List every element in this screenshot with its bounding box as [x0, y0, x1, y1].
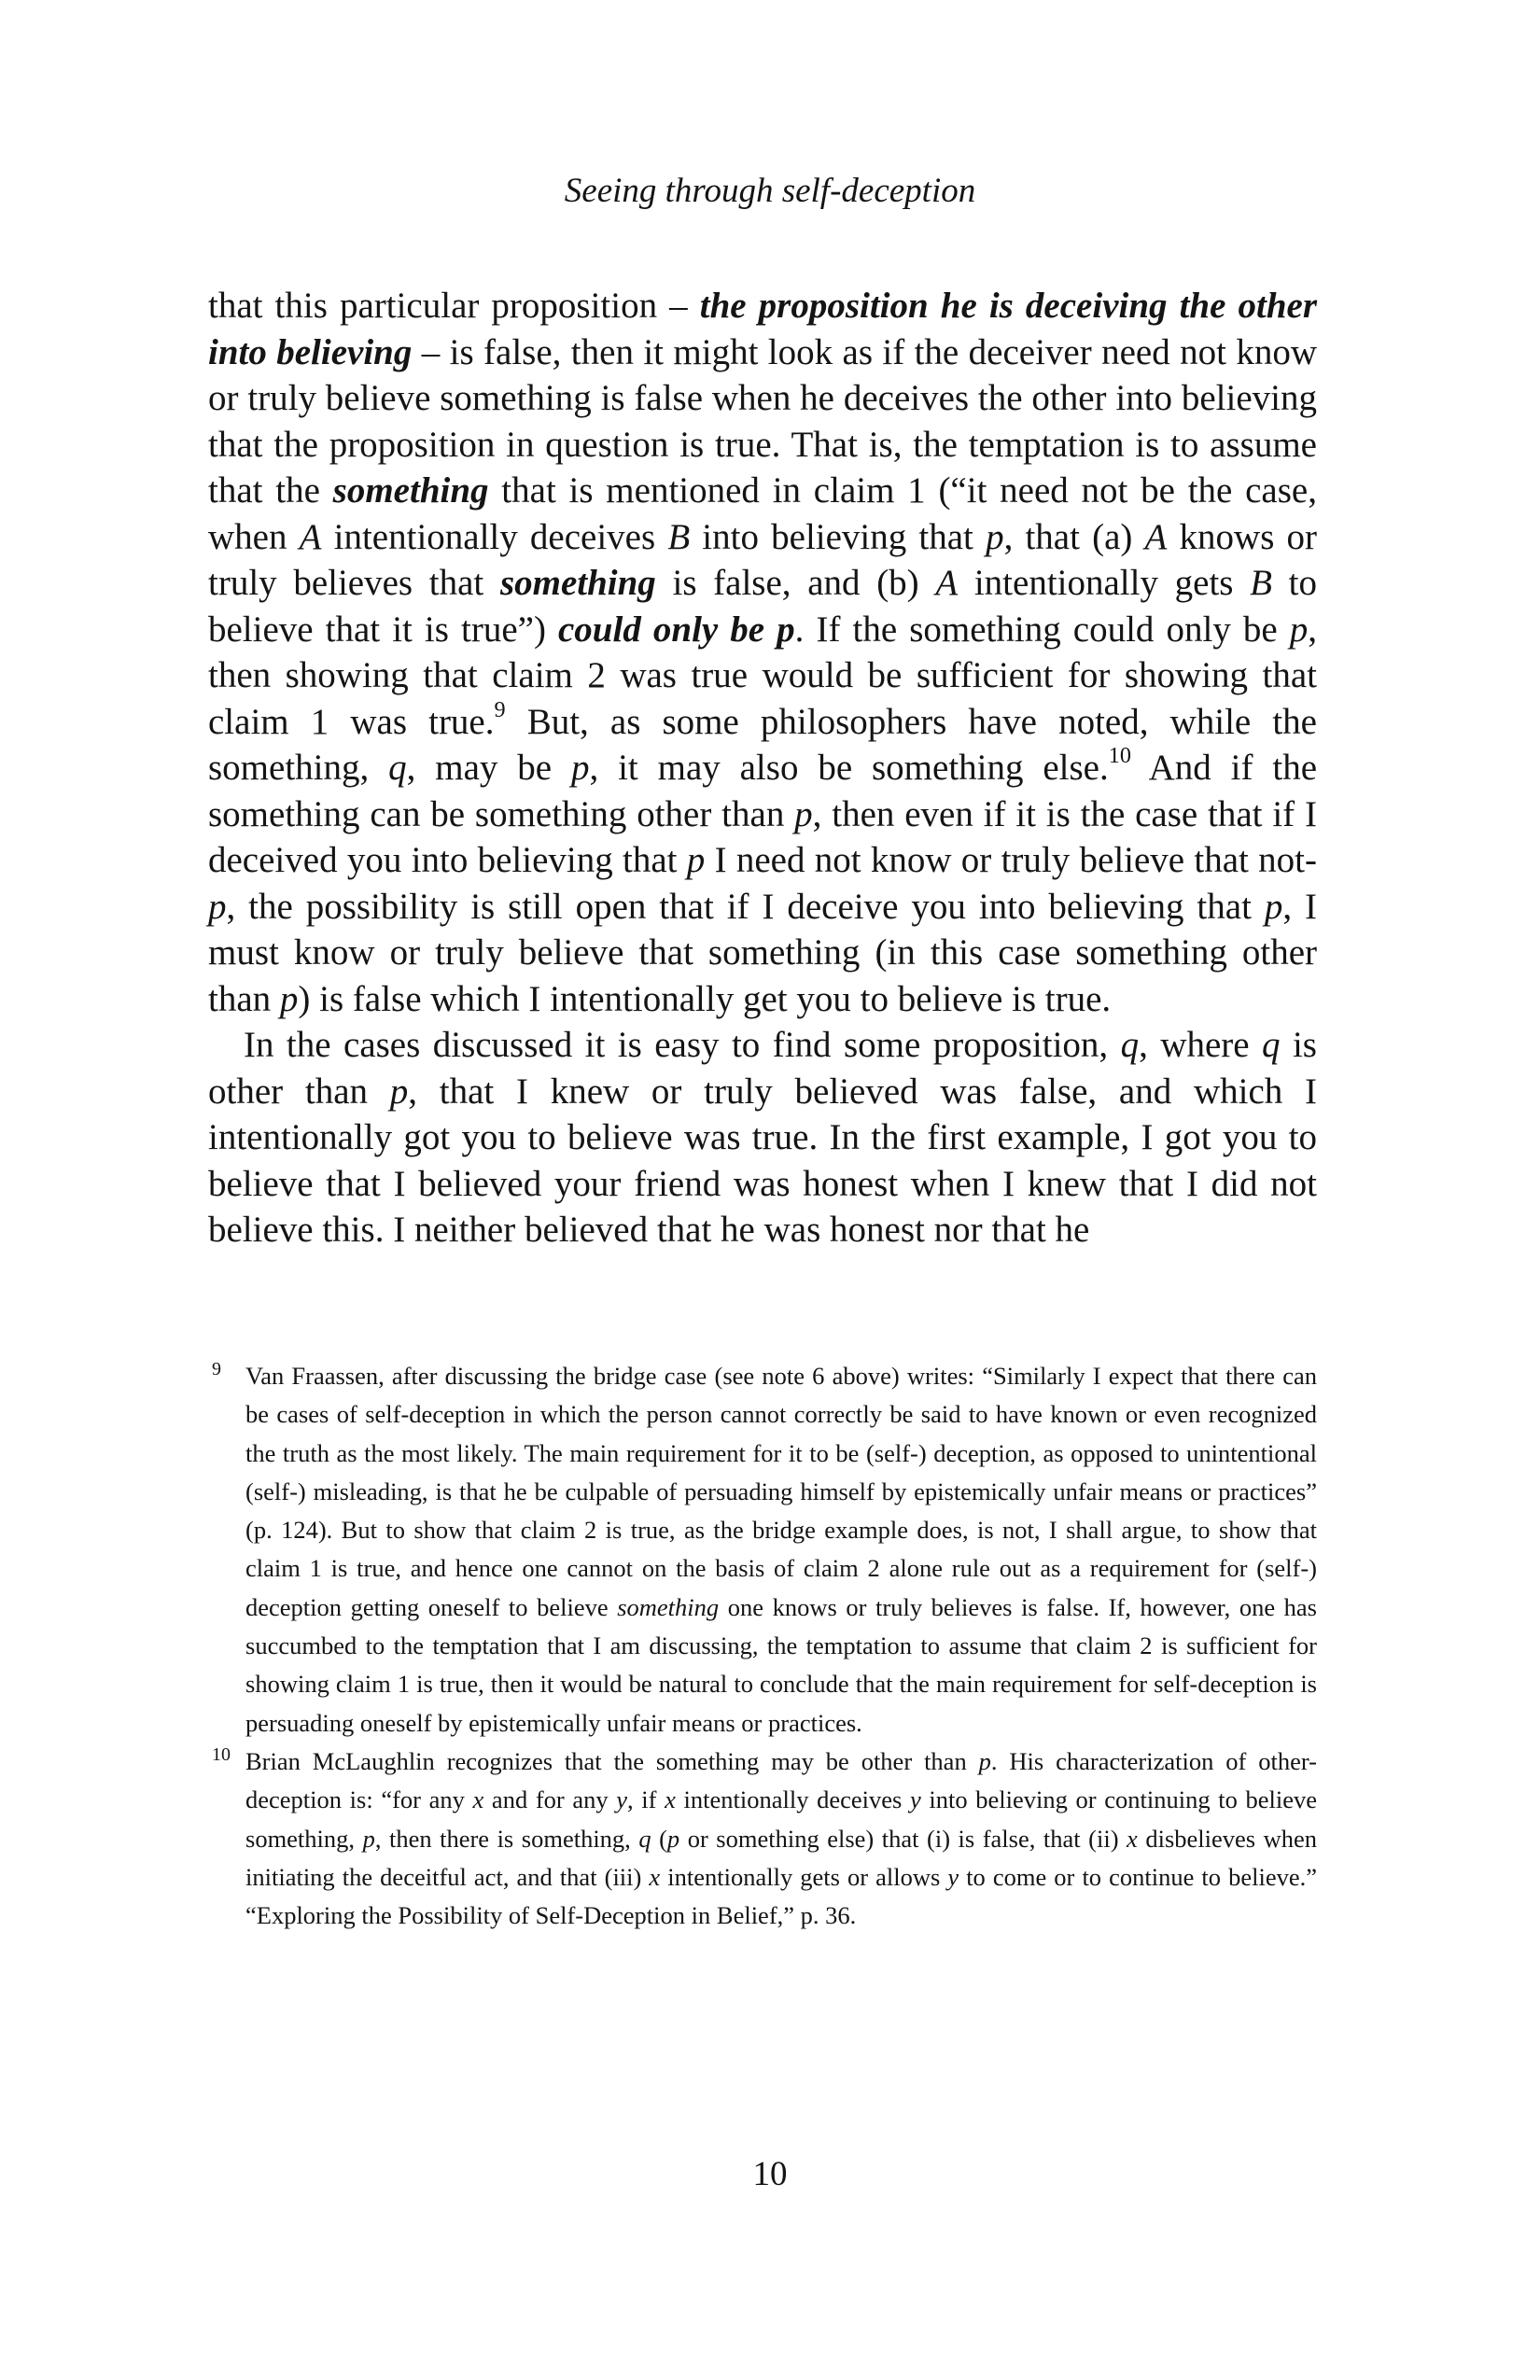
- text: , where: [1139, 1025, 1263, 1065]
- variable: p: [1264, 886, 1283, 927]
- page-number: 10: [752, 2155, 788, 2193]
- text: intentionally deceives: [321, 516, 668, 557]
- bold-italic-text: could only be p: [558, 609, 795, 650]
- variable: p: [208, 886, 227, 927]
- text: to believe that it is true”): [208, 563, 1317, 650]
- text: , may be: [406, 748, 571, 788]
- variable: A: [1144, 516, 1168, 557]
- text: , the possibility is still open that if I deceive you into believing that: [226, 886, 1265, 927]
- variable: p: [986, 516, 1004, 557]
- text: that is mentioned in claim 1 (“it need not be the case, when: [208, 470, 1317, 557]
- variable: p: [794, 793, 813, 834]
- text: I need not know or truly believe that not-: [705, 840, 1317, 880]
- variable: y: [910, 1785, 921, 1814]
- text: intentionally gets or allows: [660, 1862, 948, 1891]
- variable: x: [665, 1785, 676, 1814]
- variable: x: [472, 1785, 484, 1814]
- text: to come or to continue to believe.” “Exploring the Possibility of Self-Deception in Belief,” p. 36.: [245, 1862, 1317, 1930]
- text: , that I knew or truly believed was false, and which I intentionally got you to believe was true. In the first example, I got you to believe that I believed your friend was honest when I knew that I did not believe this. I neither believed that he was honest nor that he: [208, 1071, 1317, 1250]
- text: or something else) that (i) is false, that (ii): [679, 1824, 1127, 1853]
- text: , it may also be something else.: [589, 748, 1109, 788]
- variable: p: [362, 1824, 375, 1853]
- text: , then showing that claim 2 was true would be sufficient for showing that claim 1 was true.: [208, 609, 1317, 742]
- variable: p: [1289, 609, 1309, 650]
- text: disbelieves when initiating the deceitful act, and that (iii): [245, 1824, 1317, 1891]
- text: ) is false which I intentionally get you to believe is true.: [298, 978, 1112, 1019]
- text: And if the something can be something other than: [208, 748, 1318, 834]
- text: In the cases discussed it is easy to find some proposition,: [244, 1025, 1121, 1065]
- text: . If the something could only be: [794, 609, 1290, 650]
- variable: p: [279, 978, 299, 1019]
- text: But, as some philosophers have noted, while the something,: [208, 701, 1317, 788]
- text: Van Fraassen, after discussing the bridge case (see note 6 above) writes: “Similarly I expect that there can be cases of self-deception in which the person cannot correctly be said to have known or even recognized the truth as the most likely. The main requirement for it to be (self-) deception, as opposed to unintentional (self-) misleading, is that he be culpable of persuading himself by epistemically unfair means or practices” (p. 124). But to show that claim 2 is true, as the bridge example does, is not, I shall argue, to show that claim 1 is true, and hence one cannot on the basis of claim 2 alone rule out as a requirement for (self-) deception getting oneself to believe: [245, 1362, 1317, 1621]
- paragraph: [208, 283, 1317, 1022]
- text: one knows or truly believes is false. If, however, one has succumbed to the temptation that I am discussing, the temptation to assume that claim 2 is sufficient for showing claim 1 is true, then it would be natural to conclude that the main requirement for self-deception is persuading oneself by epistemically unfair means or practices.: [245, 1592, 1317, 1737]
- text: (: [651, 1824, 667, 1853]
- variable: B: [667, 516, 691, 557]
- footnotes: [208, 1357, 1317, 1935]
- footnote-ref-9[interactable]: 9: [494, 696, 506, 722]
- text: , I must know or truly believe that something (in this case something other than: [208, 886, 1317, 1019]
- text: into believing that: [690, 516, 987, 557]
- variable: B: [1250, 563, 1272, 603]
- text: , if: [627, 1785, 665, 1814]
- variable: p: [389, 1071, 409, 1112]
- variable: x: [1127, 1824, 1138, 1853]
- footnote-9: [208, 1357, 1317, 1743]
- text: is other than: [208, 1025, 1317, 1112]
- text: . His characterization of other-deception is: “for any: [245, 1746, 1317, 1814]
- text: , that (a): [1003, 516, 1145, 557]
- italic-text: something: [617, 1592, 720, 1621]
- text: Brian McLaughlin recognizes that the something may be other than: [245, 1746, 979, 1775]
- running-header: Seeing through self-deception: [564, 172, 976, 210]
- variable: p: [686, 840, 706, 880]
- text: knows or truly believes that: [208, 516, 1318, 603]
- text: that this particular proposition –: [208, 286, 700, 326]
- variable: x: [649, 1862, 661, 1891]
- variable: y: [947, 1862, 959, 1891]
- text: intentionally deceives: [675, 1785, 910, 1814]
- variable: q: [1120, 1025, 1140, 1065]
- variable: q: [1262, 1025, 1281, 1065]
- text: is false, and (b): [655, 563, 936, 603]
- variable: A: [299, 516, 322, 557]
- text: and for any: [483, 1785, 617, 1814]
- variable: y: [616, 1785, 628, 1814]
- footnote-number: 10: [212, 1743, 231, 1765]
- variable: p: [666, 1824, 680, 1853]
- footnote-ref-10[interactable]: 10: [1108, 742, 1131, 768]
- footnote-10: [208, 1743, 1317, 1935]
- variable: A: [935, 563, 959, 603]
- text: , then there is something,: [374, 1824, 639, 1853]
- text: intentionally gets: [958, 563, 1251, 603]
- variable: p: [978, 1746, 991, 1775]
- text: into believing or continuing to believe something,: [245, 1785, 1317, 1853]
- variable: q: [388, 748, 407, 788]
- text: – is false, then it might look as if the deceiver need not know or truly believe something is false when he deceives the other into believing that the proposition in question is true. That is, the temptation is to assume that the: [208, 331, 1317, 511]
- variable: q: [638, 1824, 651, 1853]
- text: , then even if it is the case that if I deceived you into believing that: [208, 793, 1317, 880]
- paragraph: [208, 1022, 1317, 1253]
- bold-italic-text: something: [499, 563, 656, 603]
- main-text: [208, 283, 1317, 1253]
- bold-italic-text: the proposition he is deceiving the other into believing: [208, 286, 1317, 372]
- bold-italic-text: something: [332, 470, 489, 511]
- footnote-number: 9: [212, 1359, 221, 1379]
- variable: p: [570, 748, 590, 788]
